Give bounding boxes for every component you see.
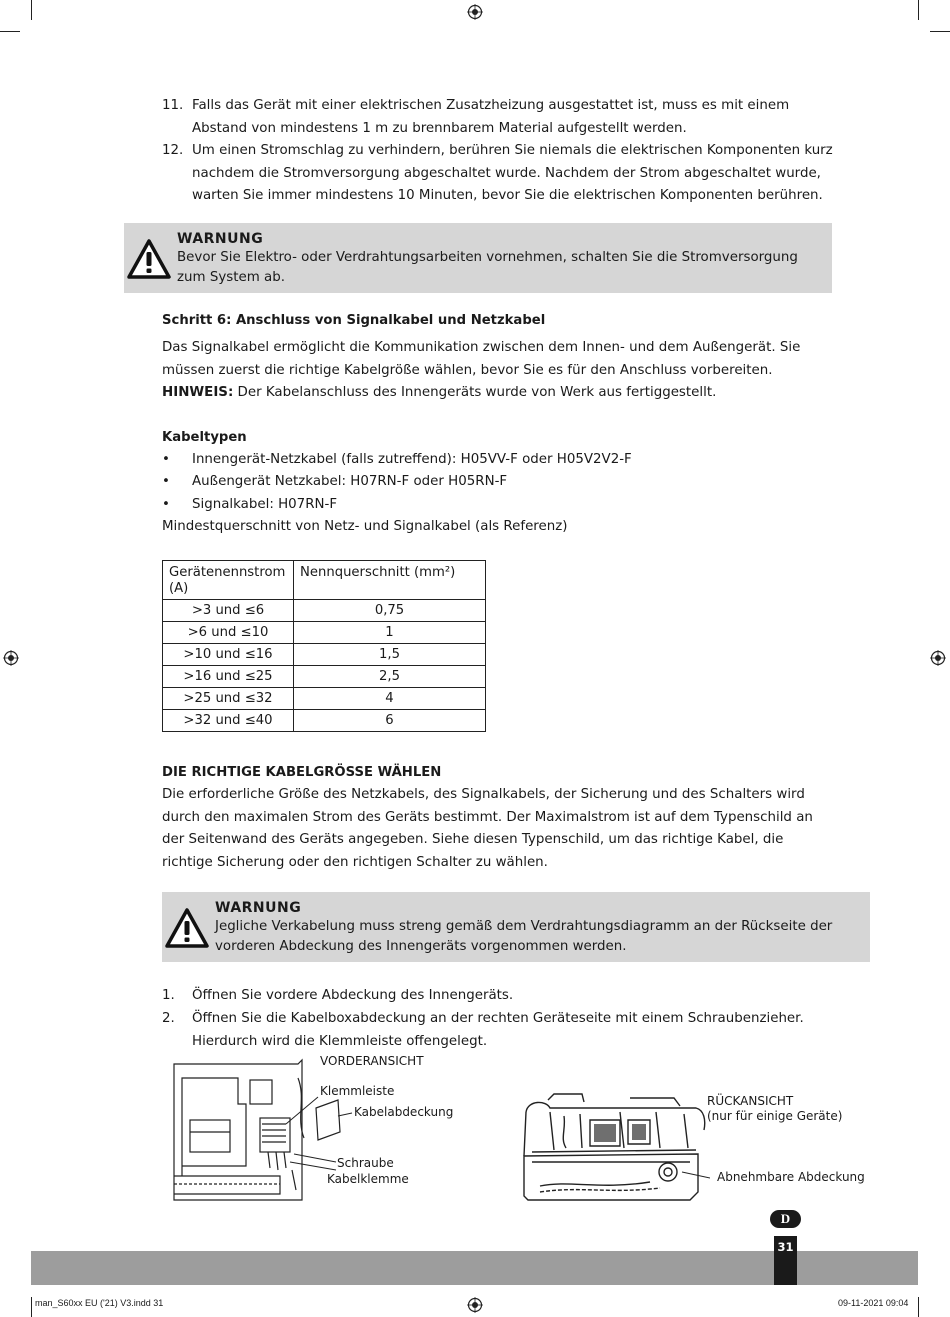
table-cell: 1: [294, 622, 486, 644]
diagram-label: VORDERANSICHT: [320, 1054, 424, 1068]
note-text: Der Kabelanschluss des Innengeräts wurde von Werk aus fertiggestellt.: [233, 385, 717, 400]
table-cell: >3 und ≤6: [163, 600, 294, 622]
warning-text: Jegliche Verkabelung muss streng gemäß dem Verdrahtungsdiagramm an der Rückseite der vorderen Abdeckung des Innengeräts vorgenommen werden.: [215, 919, 833, 954]
item-number: 11.: [162, 98, 184, 113]
item-text: Öffnen Sie die Kabelboxabdeckung an der rechten Geräteseite mit einem Schraubenzieher. Hierdurch wird die Klemmleiste offengelegt.: [192, 1011, 804, 1049]
cable-table: [162, 560, 486, 732]
crop-mark: [31, 1297, 32, 1317]
note-label: HINWEIS:: [162, 385, 234, 400]
table-cell: 2,5: [294, 666, 486, 688]
language-badge: D: [770, 1210, 801, 1228]
warning-box: [124, 223, 832, 293]
item-text: Falls das Gerät mit einer elektrischen Zusatzheizung ausgestattet ist, muss es mit einem Abstand von mindestens 1 m zu brennbarem Material aufgestellt werden.: [192, 98, 790, 136]
diagram-label: Schraube: [337, 1156, 394, 1170]
table-header: Nennquerschnitt (mm²): [294, 561, 486, 600]
registration-mark-icon: [467, 4, 483, 20]
section-heading: Kabeltypen: [162, 430, 247, 445]
warning-text: Bevor Sie Elektro- oder Verdrahtungsarbeiten vornehmen, schalten Sie die Stromversorgung zum System ab.: [177, 250, 798, 285]
item-number: 1.: [162, 988, 175, 1003]
paragraph: [162, 337, 812, 405]
table-header: Gerätenennstrom (A): [163, 561, 294, 600]
table-cell: >10 und ≤16: [163, 644, 294, 666]
item-number: 12.: [162, 143, 184, 158]
table-header-row: [163, 561, 486, 600]
bullet-text: Innengerät-Netzkabel (falls zutreffend): H05VV-F oder H05V2V2-F: [192, 452, 632, 467]
warning-title: WARNUNG: [177, 231, 264, 247]
warning-box: [162, 892, 870, 962]
page-number-tab: [774, 1236, 797, 1285]
list-item: • Innengerät-Netzkabel (falls zutreffend): H05VV-F oder H05V2V2-F: [162, 449, 632, 472]
crop-mark: [918, 1297, 919, 1317]
table-row: [163, 688, 486, 710]
diagram-label: Klemmleiste: [320, 1084, 395, 1098]
list-item: • Außengerät Netzkabel: H07RN-F oder H05RN-F: [162, 471, 507, 494]
diagram-label: Kabelabdeckung: [354, 1105, 454, 1119]
warning-triangle-icon: [165, 908, 209, 948]
date-info: 09-11-2021 09:04: [838, 1298, 909, 1308]
registration-mark-icon: [930, 650, 946, 666]
registration-mark-icon: [3, 650, 19, 666]
crop-mark: [918, 0, 919, 20]
bullet-text: Signalkabel: H07RN-F: [192, 497, 338, 512]
diagram-label: RÜCKANSICHT: [707, 1094, 794, 1108]
section-heading: DIE RICHTIGE KABELGRÖSSE WÄHLEN: [162, 765, 442, 780]
paragraph: Die erforderliche Größe des Netzkabels, des Signalkabels, der Sicherung und des Schalters wird durch den maximalen Strom des Geräts bestimmt. Der Maximalstrom ist auf dem Typenschild an der Seitenwand des Geräts angegeben. Siehe diesen Typenschild, um das richtige Kabel, die richtige Sicherung oder den richtigen Schalter zu wählen.: [162, 787, 813, 870]
table-row: [163, 622, 486, 644]
list-item: [162, 95, 842, 140]
registration-mark-icon: [467, 1297, 483, 1313]
diagram-label: Abnehmbare Abdeckung: [717, 1170, 865, 1184]
table-row: [163, 600, 486, 622]
bullet-text: Außengerät Netzkabel: H07RN-F oder H05RN-F: [192, 474, 508, 489]
warning-title: WARNUNG: [215, 900, 302, 916]
warning-triangle-icon: [127, 239, 171, 279]
item-text: Öffnen Sie vordere Abdeckung des Innengeräts.: [192, 988, 514, 1003]
item-text: Um einen Stromschlag zu verhindern, berühren Sie niemals die elektrischen Komponenten kurz nachdem die Stromversorgung abgeschaltet wurde. Nachdem der Strom abgeschaltet wurde, warten Sie immer mindestens 10 Minuten, bevor Sie die elektrischen Komponenten berühren.: [192, 143, 833, 203]
list-item: [162, 985, 842, 1008]
crop-mark: [31, 0, 32, 20]
item-number: 2.: [162, 1011, 175, 1026]
paragraph: Mindestquerschnitt von Netz- und Signalkabel (als Referenz): [162, 519, 568, 534]
table-row: [163, 666, 486, 688]
section-heading: Schritt 6: Anschluss von Signalkabel und Netzkabel: [162, 313, 546, 328]
list-item: • Signalkabel: H07RN-F: [162, 494, 337, 517]
list-item: [162, 140, 842, 208]
rear-view-diagram: [520, 1090, 710, 1208]
list-item: [162, 1008, 842, 1053]
table-cell: 6: [294, 710, 486, 732]
table-cell: 4: [294, 688, 486, 710]
table-cell: 1,5: [294, 644, 486, 666]
table-cell: >32 und ≤40: [163, 710, 294, 732]
table-cell: >25 und ≤32: [163, 688, 294, 710]
table-row: [163, 710, 486, 732]
table-cell: 0,75: [294, 600, 486, 622]
table-cell: >16 und ≤25: [163, 666, 294, 688]
page-number: 31: [777, 1240, 794, 1254]
crop-mark: [930, 31, 950, 32]
paragraph-text: Das Signalkabel ermöglicht die Kommunikation zwischen dem Innen- und dem Außengerät. Sie müssen zuerst die richtige Kabelgröße wählen, bevor Sie es für den Anschluss vorbereiten.: [162, 340, 801, 378]
crop-mark: [0, 31, 20, 32]
diagram-label: Kabelklemme: [327, 1172, 409, 1186]
table-row: [163, 644, 486, 666]
diagram-label: (nur für einige Geräte): [707, 1109, 843, 1123]
file-info: man_S60xx EU ('21) V3.indd 31: [35, 1298, 164, 1308]
table-cell: >6 und ≤10: [163, 622, 294, 644]
